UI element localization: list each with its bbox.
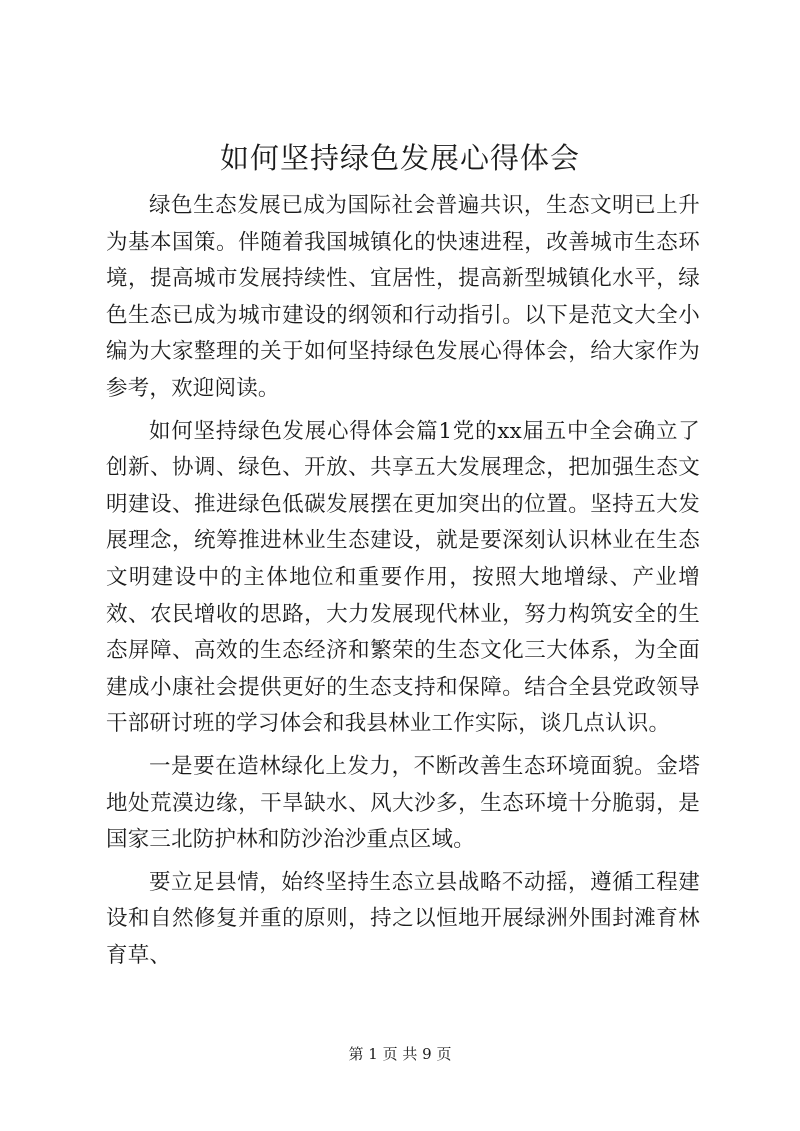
page-footer: 第 1 页 共 9 页 [348, 1045, 452, 1063]
page-title: 如何坚持绿色发展心得体会 [219, 141, 580, 175]
paragraph-article-1: 如何坚持绿色发展心得体会篇1党的xx届五中全会确立了创新、协调、绿色、开放、共享五大发展理念，把加强生态文明建设、推进绿色低碳发展摆在更加突出的位置。坚持五大发展理念，统筹推进林业生态建设，就是要深刻认识林业在生态文明建设中的主体地位和重要作用，按照大地增绿、产业增效、农民增收的思路，大力发展现代林业，努力构筑安全的生态屏障、高效的生态经济和繁荣的生态文化三大体系，为全面建成小康社会提供更好的生态支持和保障。结合全县党政领导干部研讨班的学习体会和我县林业工作实际，谈几点认识。 [106, 418, 700, 737]
paragraph-point-1: 一是要在造林绿化上发力，不断改善生态环境面貌。金塔地处荒漠边缘，干旱缺水、风大沙多，生态环境十分脆弱，是国家三北防护林和防沙治沙重点区域。 [106, 753, 700, 853]
document-body [106, 188, 700, 980]
paragraph-point-1-continued: 要立足县情，始终坚持生态立县战略不动摇，遵循工程建设和自然修复并重的原则，持之以恒地开展绿洲外围封滩育林育草、 [106, 869, 700, 968]
paragraph-intro: 绿色生态发展已成为国际社会普遍共识，生态文明已上升为基本国策。伴随着我国城镇化的快速进程，改善城市生态环境，提高城市发展持续性、宜居性，提高新型城镇化水平，绿色生态已成为城市建设的纲领和行动指引。以下是范文大全小编为大家整理的关于如何坚持绿色发展心得体会，给大家作为参考，欢迎阅读。 [106, 193, 700, 401]
